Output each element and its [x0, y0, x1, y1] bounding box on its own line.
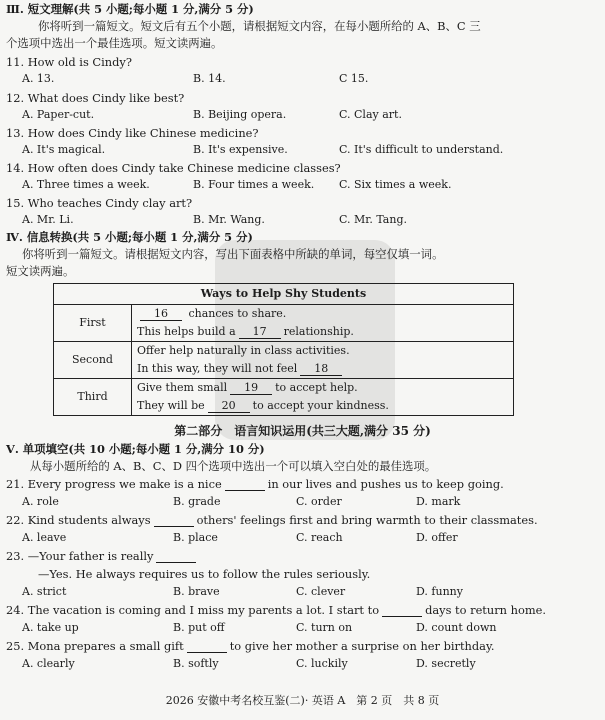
page-footer: 2026 安徽中考名校互鉴(二)· 英语 A 第 2 页 共 8 页	[165, 694, 440, 707]
row-third-line1: Give them small 19 to accept help.	[137, 381, 358, 394]
row-first-line2: This helps build a 17 relationship.	[137, 325, 354, 338]
section-5-instruction: 从每小题所给的 A、B、C、D 四个选项中选出一个可以填入空白处的最佳选项。	[30, 459, 437, 473]
option-22-d: D. offer	[416, 531, 458, 544]
option-23-c: C. clever	[296, 585, 346, 598]
blank-17: 17	[239, 326, 281, 339]
option-24-b: B. put off	[173, 621, 225, 634]
section-4-instruction-cont: 短文读两遍。	[6, 264, 75, 278]
option-21-d: D. mark	[416, 495, 461, 508]
question-15: 15. Who teaches Cindy clay art?	[6, 196, 193, 210]
section-3-heading: Ⅲ. 短文理解(共 5 小题;每小题 1 分,满分 5 分)	[6, 2, 254, 16]
option-13-b: B. It's expensive.	[193, 143, 288, 156]
row-label-second: Second	[54, 342, 132, 379]
option-12-a: A. Paper-cut.	[22, 108, 95, 121]
blank-16: 16	[140, 308, 182, 321]
row-first-line1: 16 chances to share.	[137, 305, 513, 323]
option-14-b: B. Four times a week.	[193, 178, 315, 191]
blank-24	[382, 604, 422, 617]
option-15-a: A. Mr. Li.	[22, 213, 74, 226]
option-21-c: C. order	[296, 495, 342, 508]
row-second-line2: In this way, they will not feel 18	[137, 360, 513, 378]
question-23-reply: —Yes. He always requires us to follow the rules seriously.	[38, 567, 371, 581]
question-22: 22. Kind students always others' feelings first and bring warmth to their classmates.	[6, 513, 538, 527]
question-24: 24. The vacation is coming and I miss my parents a lot. I start to days to return home.	[6, 603, 546, 617]
table-row	[54, 342, 514, 379]
section-4-instruction: 你将听到一篇短文。请根据短文内容，写出下面表格中所缺的单词，每空仅填一词。	[22, 247, 444, 261]
option-25-b: B. softly	[173, 657, 219, 670]
option-25-a: A. clearly	[22, 657, 75, 670]
option-21-b: B. grade	[173, 495, 221, 508]
option-12-c: C. Clay art.	[339, 108, 402, 121]
section-5-heading: Ⅴ. 单项填空(共 10 小题;每小题 1 分,满分 10 分)	[6, 442, 265, 456]
question-14: 14. How often does Cindy take Chinese medicine classes?	[6, 161, 341, 175]
section-4-heading: Ⅳ. 信息转换(共 5 小题;每小题 1 分,满分 5 分)	[6, 230, 253, 244]
option-15-b: B. Mr. Wang.	[193, 213, 265, 226]
question-21: 21. Every progress we make is a nice in our lives and pushes us to keep going.	[6, 477, 504, 491]
option-22-b: B. place	[173, 531, 218, 544]
ways-table	[53, 283, 514, 416]
blank-19: 19	[230, 382, 272, 395]
question-25: 25. Mona prepares a small gift to give her mother a surprise on her birthday.	[6, 639, 495, 653]
option-15-c: C. Mr. Tang.	[339, 213, 407, 226]
option-11-c: C 15.	[339, 72, 369, 85]
blank-18: 18	[300, 363, 342, 376]
option-12-b: B. Beijing opera.	[193, 108, 287, 121]
option-11-b: B. 14.	[193, 72, 226, 85]
row-label-first: First	[54, 305, 132, 342]
option-25-c: C. luckily	[296, 657, 348, 670]
blank-20: 20	[208, 400, 250, 413]
option-23-b: B. brave	[173, 585, 220, 598]
blank-25	[187, 640, 227, 653]
question-12: 12. What does Cindy like best?	[6, 91, 185, 105]
blank-23	[156, 550, 196, 563]
option-13-c: C. It's difficult to understand.	[339, 143, 504, 156]
blank-21	[225, 478, 265, 491]
option-11-a: A. 13.	[22, 72, 55, 85]
option-25-d: D. secretly	[416, 657, 476, 670]
option-21-a: A. role	[22, 495, 59, 508]
row-second-line1: Offer help naturally in class activities.	[137, 344, 350, 357]
row-label-third: Third	[54, 379, 132, 416]
option-22-c: C. reach	[296, 531, 343, 544]
option-14-c: C. Six times a week.	[339, 178, 452, 191]
section-3-instruction: 你将听到一篇短文。短文后有五个小题，请根据短文内容，在每小题所给的 A、B、C 三	[38, 19, 481, 33]
question-23: 23. —Your father is really	[6, 549, 199, 563]
part-2-title: 第二部分 语言知识运用(共三大题,满分 35 分)	[174, 424, 431, 438]
blank-22	[154, 514, 194, 527]
option-22-a: A. leave	[22, 531, 67, 544]
option-24-c: C. turn on	[296, 621, 353, 634]
table-row	[54, 379, 514, 416]
table-row	[54, 305, 514, 342]
table-title: Ways to Help Shy Students	[54, 284, 514, 305]
option-13-a: A. It's magical.	[22, 143, 106, 156]
question-11: 11. How old is Cindy?	[6, 55, 132, 69]
option-23-d: D. funny	[416, 585, 463, 598]
section-3-instruction-cont: 个选项中选出一个最佳选项。短文读两遍。	[6, 36, 223, 50]
question-13: 13. How does Cindy like Chinese medicine?	[6, 126, 259, 140]
option-24-d: D. count down	[416, 621, 497, 634]
option-14-a: A. Three times a week.	[22, 178, 150, 191]
option-24-a: A. take up	[22, 621, 79, 634]
option-23-a: A. strict	[22, 585, 67, 598]
row-third-line2: They will be 20 to accept your kindness.	[137, 399, 389, 412]
